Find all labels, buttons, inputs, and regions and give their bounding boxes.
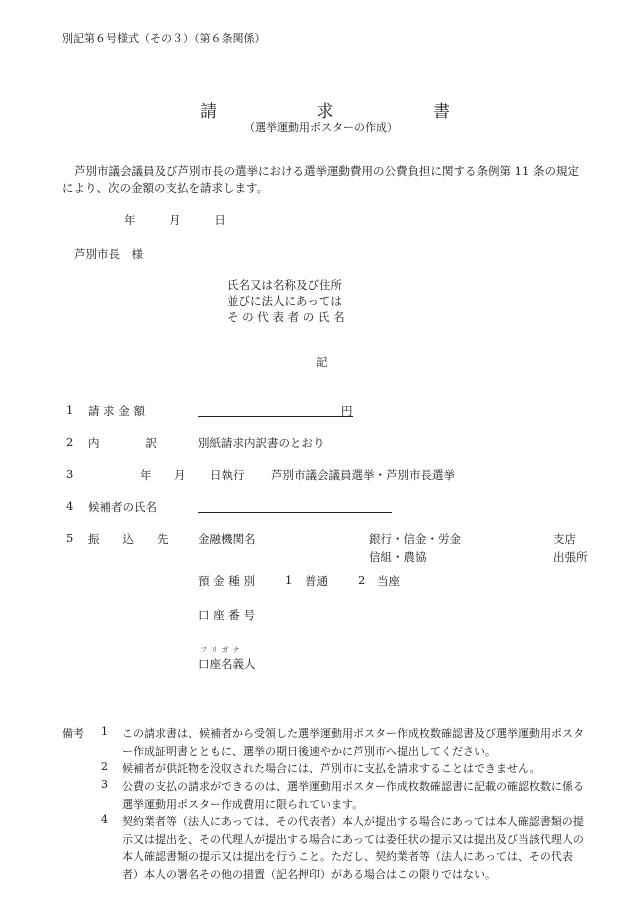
title-char-1: 請: [200, 102, 217, 122]
amount-field-line[interactable]: [198, 416, 353, 417]
breakdown-value: 別紙請求内訳書のとおり: [198, 436, 325, 450]
date-year: 年: [124, 213, 136, 227]
form-number: 別記第６号様式（その３）（第６条関係）: [62, 32, 266, 45]
applicant-block: [227, 277, 345, 325]
branch-line-2: 出張所: [553, 550, 588, 564]
item-4-number: 4: [66, 499, 74, 513]
deposit-option-2[interactable]: 当座: [377, 574, 400, 588]
bank-types-line-2: 信組・農協: [369, 550, 427, 564]
furigana-label: フリガナ: [200, 646, 244, 654]
deposit-option-1[interactable]: 普通: [305, 574, 328, 588]
title-char-3: 書: [433, 102, 450, 122]
account-number-label: 口 座 番 号: [198, 608, 255, 622]
item-2-label: 内 訳: [88, 436, 157, 450]
election-day-exec: 日執行: [210, 468, 245, 482]
item-4-label: 候補者の氏名: [88, 500, 157, 514]
date-day: 日: [214, 213, 226, 227]
deposit-option-1-number: 1: [285, 573, 293, 587]
deposit-type-label: 預 金 種 別: [198, 574, 255, 588]
candidate-name-line[interactable]: [198, 512, 392, 513]
account-holder-label: 口座名義人: [198, 657, 256, 671]
election-month: 月: [174, 468, 186, 482]
item-5-label: 振 込 先: [88, 532, 169, 546]
title-char-2: 求: [316, 102, 334, 122]
item-3-number: 3: [66, 467, 74, 481]
amount-unit: 円: [341, 404, 353, 418]
institution-label: 金融機関名: [198, 532, 256, 546]
note-1-number: 1: [101, 725, 108, 738]
date-month: 月: [169, 213, 181, 227]
note-3-number: 3: [101, 778, 108, 791]
item-2-number: 2: [66, 435, 74, 449]
branch-line-1: 支店: [553, 532, 576, 546]
applicant-line-2: 並びに法人にあっては: [227, 294, 342, 308]
item-1-label: 請 求 金 額: [88, 404, 145, 418]
note-3-text: 公費の支払の請求ができるのは、選挙運動用ポスター作成枚数確認書に記載の確認枚数に係る選挙運動用ポスター作成費用に限られています。: [122, 780, 584, 811]
note-4-number: 4: [101, 813, 108, 826]
preamble-text: 芦別市議会議員及び芦別市長の選挙における選挙運動費用の公費負担に関する条例第 11 条の規定により、次の金額の支払を請求します。: [62, 164, 579, 195]
election-name: 芦別市議会議員選挙・芦別市長選挙: [271, 468, 455, 482]
note-4-text: 契約業者等（法人にあっては、その代表者）本人が提出する場合にあっては本人確認書類の提示又は提出を、その代理人が提出する場合にあっては委任状の提示又は提出及び当該代理人の本人確認書類の提示又は提出を行うこと。ただし、契約業者等（法人にあっては、その代表者）本人の署名その他の措置（記名押印）がある場合はこの限りではない。: [122, 815, 584, 881]
note-1-text: この請求書は、候補者から受領した選挙運動用ポスター作成枚数確認書及び選挙運動用ポスター作成証明書とともに、選挙の期日後速やかに芦別市へ提出してください。: [122, 727, 584, 758]
document-subtitle: （選挙運動用ポスターの作成）: [244, 121, 398, 134]
election-year: 年: [140, 468, 152, 482]
addressee: 芦別市長 様: [74, 247, 143, 261]
item-5-number: 5: [66, 531, 74, 545]
item-1-number: 1: [66, 403, 74, 417]
ki-marker: 記: [316, 355, 328, 369]
bank-types-line-1: 銀行・信金・労金: [369, 532, 461, 546]
note-2-number: 2: [101, 760, 108, 773]
notes-label: 備考: [62, 727, 84, 740]
applicant-line-1: 氏名又は名称及び住所: [227, 278, 342, 292]
date-line: [124, 212, 256, 228]
note-2-text: 候補者が供託物を没収された場合には、芦別市に支払を請求することはできません。: [122, 762, 541, 775]
deposit-option-2-number: 2: [358, 573, 366, 587]
applicant-line-3: そ の 代 表 者 の 氏 名: [227, 310, 345, 324]
